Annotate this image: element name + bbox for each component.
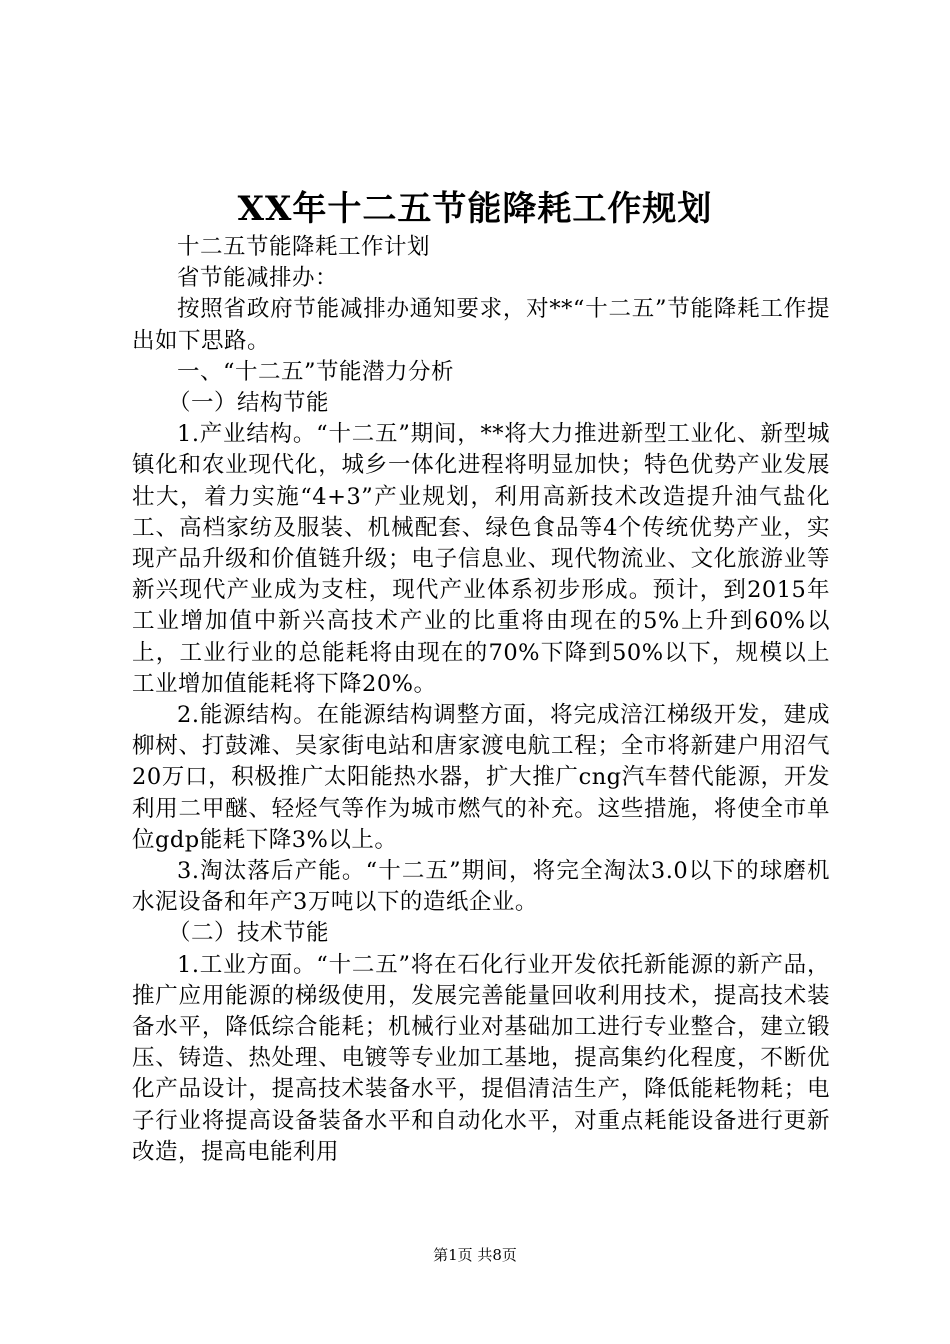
intro-paragraph: 按照省政府节能减排办通知要求，对**“十二五”节能降耗工作提出如下思路。: [132, 296, 830, 354]
subsection-heading-structure: （一）结构节能: [168, 390, 330, 417]
plan-subtitle: 十二五节能降耗工作计划: [177, 234, 431, 260]
document-title: XX年十二五节能降耗工作规划: [237, 189, 713, 229]
paragraph-industry-technology: 1.工业方面。“十二五”将在石化行业开发依托新能源的新产品，推广应用能源的梯级使用，发展完善能量回收利用技术，提高技术装备水平，降低综合能耗；机械行业对基础加工进行专业整合，建立锻压、铸造、热处理、电镀等专业加工基地，提高集约化程度，不断优化产品设计，提高技术装备水平，提倡清洁生产，降低能耗物耗；电子行业将提高设备装备水平和自动化水平，对重点耗能设备进行更新改造，提高电能利用: [132, 951, 830, 1165]
paragraph-energy-structure: 2.能源结构。在能源结构调整方面，将完成涪江梯级开发，建成柳树、打鼓滩、吴家街电站和唐家渡电航工程；全市将新建户用沼气20万口，积极推广太阳能热水器，扩大推广cng汽车替代能源，开发利用二甲醚、轻烃气等作为城市燃气的补充。这些措施，将使全市单位gdp能耗下降3%以上。: [132, 702, 830, 853]
paragraph-eliminate-capacity: 3.淘汰落后产能。“十二五”期间，将完全淘汰3.0以下的球磨机水泥设备和年产3万吨以下的造纸企业。: [132, 858, 830, 916]
paragraph-industry-structure: 1.产业结构。“十二五”期间，**将大力推进新型工业化、新型城镇化和农业现代化，城乡一体化进程将明显加快；特色优势产业发展壮大，着力实施“4+3”产业规划，利用高新技术改造提升油气盐化工、高档家纺及服装、机械配套、绿色食品等4个传统优势产业，实现产品升级和价值链升级；电子信息业、现代物流业、文化旅游业等新兴现代产业成为支柱，现代产业体系初步形成。预计，到2015年工业增加值中新兴高技术产业的比重将由现在的5%上升到60%以上，工业行业的总能耗将由现在的70%下降到50%以下，规模以上工业增加值能耗将下降20%。: [132, 421, 830, 697]
document-body: [132, 232, 830, 1168]
addressee: 省节能减排办：: [177, 265, 339, 292]
page-footer: 第1页 共8页: [433, 1246, 517, 1264]
subsection-heading-technology: （二）技术节能: [168, 920, 330, 947]
section-heading-1: 一、“十二五”节能潜力分析: [177, 358, 455, 385]
